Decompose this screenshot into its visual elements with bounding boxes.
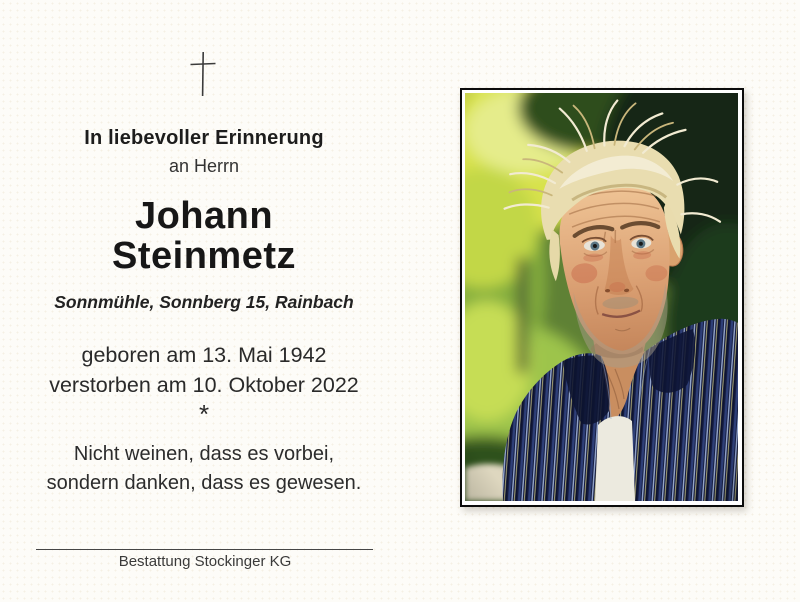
salutation-line: an Herrn	[168, 156, 240, 176]
deceased-name	[0, 196, 408, 276]
signature-rule	[36, 549, 373, 550]
memorial-verse	[0, 440, 408, 497]
life-dates	[0, 341, 408, 400]
funeral-home-line: Bestattung Stockinger KG	[118, 553, 292, 570]
verse-line-2: sondern danken, dass es gewesen.	[46, 471, 362, 494]
verse-line-1: Nicht weinen, dass es vorbei,	[73, 443, 335, 465]
deceased-first-name: Johann	[134, 195, 274, 237]
cross-icon	[189, 50, 217, 98]
photo-vignette	[465, 93, 738, 501]
residence-line: Sonnmühle, Sonnberg 15, Rainbach	[54, 292, 354, 312]
death-date-line: verstorben am 10. Oktober 2022	[49, 372, 359, 397]
intro-line: In liebevoller Erinnerung	[84, 127, 324, 149]
star-divider: *	[198, 399, 210, 429]
portrait-photo-frame	[460, 88, 744, 507]
deceased-last-name: Steinmetz	[112, 235, 296, 277]
portrait-photo	[465, 93, 738, 501]
birth-date-line: geboren am 13. Mai 1942	[81, 343, 327, 367]
